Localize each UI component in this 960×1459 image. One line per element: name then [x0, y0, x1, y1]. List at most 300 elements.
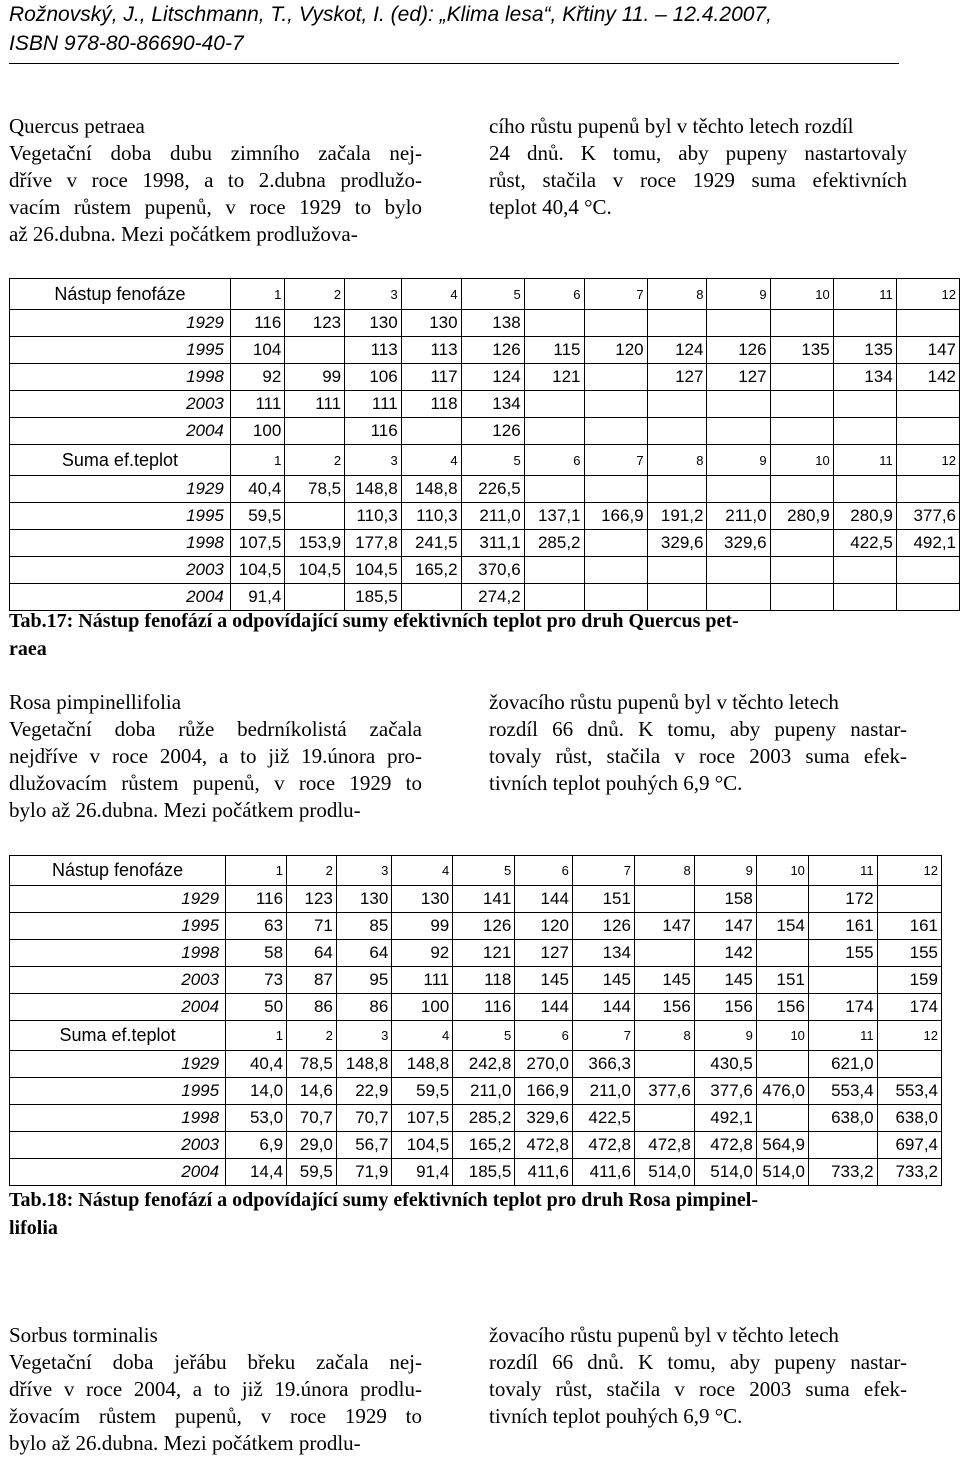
text-line: cího růstu pupenů byl v těchto letech rozdíl: [489, 114, 854, 138]
column-header: 4: [392, 1021, 453, 1051]
value-cell: 92: [230, 364, 284, 391]
value-cell: 64: [287, 940, 337, 967]
column-header: 11: [833, 445, 896, 476]
year-cell: 2003: [10, 391, 231, 418]
column-header: 1: [226, 1021, 287, 1051]
value-cell: 147: [634, 913, 694, 940]
value-cell: 104: [230, 337, 284, 364]
value-cell: 116: [226, 886, 287, 913]
value-cell: 153,9: [285, 530, 345, 557]
table-17-caption: [9, 607, 909, 663]
column-header: 7: [584, 279, 647, 310]
value-cell: 99: [392, 913, 453, 940]
value-cell: 134: [461, 391, 524, 418]
value-cell: 161: [808, 913, 877, 940]
text-line: tovaly růst, stačila v roce 2003 suma efek-: [489, 1377, 907, 1401]
column-header: 1: [230, 445, 284, 476]
table-row: [10, 1051, 942, 1078]
value-cell: 142: [896, 364, 959, 391]
column-header: 8: [634, 1021, 694, 1051]
table-row: [10, 364, 960, 391]
header-divider: [9, 63, 899, 64]
value-cell: 185,5: [453, 1159, 515, 1186]
column-header: 6: [515, 856, 573, 886]
value-cell: 733,2: [877, 1159, 941, 1186]
value-cell: 472,8: [515, 1132, 573, 1159]
text-line: dříve v roce 1998, a to 2.dubna prodlužo-: [9, 168, 422, 192]
quercus-phenophase-table: [9, 278, 960, 611]
value-cell: 285,2: [453, 1105, 515, 1132]
value-cell: 99: [285, 364, 345, 391]
column-header: 7: [584, 445, 647, 476]
value-cell: 58: [226, 940, 287, 967]
table-row: [10, 994, 942, 1021]
value-cell: [808, 967, 877, 994]
value-cell: 733,2: [808, 1159, 877, 1186]
year-cell: 1929: [10, 886, 226, 913]
row-header-label: Suma ef.teplot: [10, 445, 231, 476]
value-cell: 472,8: [634, 1132, 694, 1159]
value-cell: [808, 1132, 877, 1159]
value-cell: 130: [401, 310, 461, 337]
caption-line: raea: [9, 638, 47, 660]
row-header-label: Suma ef.teplot: [10, 1021, 226, 1051]
year-cell: 2003: [10, 967, 226, 994]
value-cell: 430,5: [694, 1051, 756, 1078]
column-header: 2: [285, 279, 345, 310]
value-cell: 130: [336, 886, 391, 913]
table-row: [10, 1159, 942, 1186]
value-cell: 158: [694, 886, 756, 913]
value-cell: [285, 337, 345, 364]
header-isbn: ISBN 978-80-86690-40-7: [9, 32, 244, 55]
value-cell: 366,3: [572, 1051, 634, 1078]
value-cell: 127: [647, 364, 707, 391]
table-row: [10, 310, 960, 337]
value-cell: 553,4: [877, 1078, 941, 1105]
value-cell: 280,9: [770, 503, 833, 530]
value-cell: 126: [461, 418, 524, 445]
value-cell: [770, 310, 833, 337]
value-cell: 113: [401, 337, 461, 364]
value-cell: [647, 391, 707, 418]
value-cell: 126: [461, 337, 524, 364]
value-cell: 274,2: [461, 584, 524, 611]
column-header: 5: [453, 1021, 515, 1051]
column-header: 5: [461, 445, 524, 476]
value-cell: 174: [877, 994, 941, 1021]
value-cell: 22,9: [336, 1078, 391, 1105]
value-cell: 144: [515, 886, 573, 913]
value-cell: 422,5: [572, 1105, 634, 1132]
value-cell: 92: [392, 940, 453, 967]
column-header: 2: [287, 856, 337, 886]
column-header: 1: [226, 856, 287, 886]
year-cell: 2003: [10, 557, 231, 584]
value-cell: 377,6: [694, 1078, 756, 1105]
column-header: 9: [694, 1021, 756, 1051]
column-header: 12: [877, 856, 941, 886]
value-cell: [285, 418, 345, 445]
value-cell: [634, 1051, 694, 1078]
year-cell: 1929: [10, 1051, 226, 1078]
value-cell: 211,0: [461, 503, 524, 530]
value-cell: 411,6: [572, 1159, 634, 1186]
value-cell: 148,8: [336, 1051, 391, 1078]
value-cell: 91,4: [230, 584, 284, 611]
value-cell: [896, 310, 959, 337]
column-header: 8: [647, 445, 707, 476]
value-cell: 50: [226, 994, 287, 1021]
value-cell: 71: [287, 913, 337, 940]
table-row: [10, 557, 960, 584]
page-header: [9, 0, 899, 58]
value-cell: [524, 418, 584, 445]
column-header: 7: [572, 856, 634, 886]
value-cell: 86: [336, 994, 391, 1021]
column-header: 10: [770, 445, 833, 476]
text-line: teplot 40,4 °C.: [489, 195, 612, 219]
value-cell: [401, 418, 461, 445]
value-cell: 166,9: [584, 503, 647, 530]
value-cell: 211,0: [453, 1078, 515, 1105]
value-cell: 130: [345, 310, 402, 337]
value-cell: 117: [401, 364, 461, 391]
value-cell: 111: [345, 391, 402, 418]
value-cell: 111: [285, 391, 345, 418]
text-line: tovaly růst, stačila v roce 2003 suma efek-: [489, 744, 907, 768]
value-cell: 40,4: [226, 1051, 287, 1078]
value-cell: 165,2: [453, 1132, 515, 1159]
year-cell: 1995: [10, 913, 226, 940]
column-header: 6: [524, 279, 584, 310]
column-header: 3: [345, 279, 402, 310]
value-cell: 121: [524, 364, 584, 391]
year-cell: 2003: [10, 1132, 226, 1159]
value-cell: 621,0: [808, 1051, 877, 1078]
value-cell: 118: [453, 967, 515, 994]
value-cell: 422,5: [833, 530, 896, 557]
column-header: 2: [287, 1021, 337, 1051]
text-line: Vegetační doba dubu zimního začala nej-: [9, 141, 422, 165]
value-cell: 104,5: [230, 557, 284, 584]
text-line: bylo až 26.dubna. Mezi počátkem prodlu-: [9, 1431, 361, 1455]
value-cell: 166,9: [515, 1078, 573, 1105]
value-cell: 118: [401, 391, 461, 418]
value-cell: [770, 418, 833, 445]
value-cell: 311,1: [461, 530, 524, 557]
value-cell: [524, 476, 584, 503]
header-citation: Rožnovský, J., Litschmann, T., Vyskot, I. (ed): „Klima lesa“, Křtiny 11. – 12.4.2007,: [9, 3, 772, 26]
value-cell: 59,5: [287, 1159, 337, 1186]
value-cell: 104,5: [392, 1132, 453, 1159]
value-cell: 156: [694, 994, 756, 1021]
value-cell: 564,9: [756, 1132, 808, 1159]
table-row: [10, 337, 960, 364]
text-line: vacím růstem pupenů, v roce 1929 to bylo: [9, 195, 422, 219]
caption-line: Tab.18: Nástup fenofází a odpovídající sumy efektivních teplot pro druh Rosa pimpinel-: [9, 1189, 758, 1211]
value-cell: 472,8: [694, 1132, 756, 1159]
value-cell: 697,4: [877, 1132, 941, 1159]
value-cell: 151: [756, 967, 808, 994]
text-line: tivních teplot pouhých 6,9 °C.: [489, 1404, 743, 1428]
value-cell: 476,0: [756, 1078, 808, 1105]
value-cell: [756, 1105, 808, 1132]
value-cell: 120: [584, 337, 647, 364]
value-cell: 124: [461, 364, 524, 391]
value-cell: 87: [287, 967, 337, 994]
value-cell: 155: [808, 940, 877, 967]
value-cell: 134: [572, 940, 634, 967]
value-cell: 73: [226, 967, 287, 994]
value-cell: 14,4: [226, 1159, 287, 1186]
value-cell: 172: [808, 886, 877, 913]
value-cell: 280,9: [833, 503, 896, 530]
text-line: Rosa pimpinellifolia: [9, 690, 182, 714]
value-cell: 377,6: [896, 503, 959, 530]
column-header: 6: [524, 445, 584, 476]
value-cell: 126: [453, 913, 515, 940]
phenophase-header-row: [10, 279, 960, 310]
value-cell: 492,1: [896, 530, 959, 557]
column-header: 5: [461, 279, 524, 310]
table-row: [10, 913, 942, 940]
value-cell: 154: [756, 913, 808, 940]
text-line: Sorbus torminalis: [9, 1323, 158, 1347]
column-header: 10: [756, 1021, 808, 1051]
value-cell: [770, 391, 833, 418]
column-header: 4: [392, 856, 453, 886]
year-cell: 2004: [10, 994, 226, 1021]
column-header: 12: [877, 1021, 941, 1051]
value-cell: [584, 310, 647, 337]
value-cell: 226,5: [461, 476, 524, 503]
value-cell: [770, 364, 833, 391]
value-cell: 329,6: [647, 530, 707, 557]
value-cell: 148,8: [401, 476, 461, 503]
table-row: [10, 886, 942, 913]
column-header: 8: [634, 856, 694, 886]
value-cell: [647, 557, 707, 584]
caption-line: Tab.17: Nástup fenofází a odpovídající sumy efektivních teplot pro druh Quercus pet-: [9, 610, 739, 632]
value-cell: 177,8: [345, 530, 402, 557]
sorbus-text-right: [489, 1322, 907, 1430]
table-row: [10, 476, 960, 503]
value-cell: 104,5: [285, 557, 345, 584]
value-cell: [584, 391, 647, 418]
column-header: 11: [833, 279, 896, 310]
year-cell: 1995: [10, 1078, 226, 1105]
value-cell: 411,6: [515, 1159, 573, 1186]
value-cell: [584, 476, 647, 503]
text-line: Vegetační doba jeřábu břeku začala nej-: [9, 1350, 422, 1374]
value-cell: 174: [808, 994, 877, 1021]
row-header-label: Nástup fenofáze: [10, 279, 231, 310]
value-cell: [707, 310, 770, 337]
table-row: [10, 967, 942, 994]
value-cell: 71,9: [336, 1159, 391, 1186]
value-cell: 123: [285, 310, 345, 337]
value-cell: 155: [877, 940, 941, 967]
value-cell: 130: [392, 886, 453, 913]
year-cell: 1998: [10, 364, 231, 391]
value-cell: 63: [226, 913, 287, 940]
value-cell: 145: [694, 967, 756, 994]
value-cell: [756, 1051, 808, 1078]
value-cell: 145: [634, 967, 694, 994]
column-header: 9: [707, 279, 770, 310]
value-cell: 142: [694, 940, 756, 967]
value-cell: 270,0: [515, 1051, 573, 1078]
value-cell: [770, 476, 833, 503]
rosa-phenophase-table: [9, 855, 942, 1186]
temperature-header-row: [10, 1021, 942, 1051]
value-cell: 123: [287, 886, 337, 913]
value-cell: [584, 557, 647, 584]
column-header: 5: [453, 856, 515, 886]
value-cell: 106: [345, 364, 402, 391]
column-header: 3: [336, 1021, 391, 1051]
column-header: 11: [808, 1021, 877, 1051]
value-cell: 116: [230, 310, 284, 337]
value-cell: [584, 418, 647, 445]
phenophase-header-row: [10, 856, 942, 886]
table-row: [10, 1105, 942, 1132]
value-cell: 514,0: [694, 1159, 756, 1186]
value-cell: 126: [572, 913, 634, 940]
value-cell: 147: [896, 337, 959, 364]
value-cell: 141: [453, 886, 515, 913]
value-cell: 472,8: [572, 1132, 634, 1159]
value-cell: 241,5: [401, 530, 461, 557]
value-cell: 100: [392, 994, 453, 1021]
value-cell: [833, 418, 896, 445]
column-header: 8: [647, 279, 707, 310]
value-cell: 113: [345, 337, 402, 364]
year-cell: 1998: [10, 1105, 226, 1132]
value-cell: 56,7: [336, 1132, 391, 1159]
value-cell: 127: [707, 364, 770, 391]
value-cell: [707, 557, 770, 584]
value-cell: [770, 557, 833, 584]
value-cell: 64: [336, 940, 391, 967]
year-cell: 1998: [10, 940, 226, 967]
year-cell: 1929: [10, 310, 231, 337]
value-cell: 135: [833, 337, 896, 364]
value-cell: 70,7: [287, 1105, 337, 1132]
value-cell: 165,2: [401, 557, 461, 584]
value-cell: 514,0: [756, 1159, 808, 1186]
value-cell: [770, 530, 833, 557]
value-cell: 135: [770, 337, 833, 364]
value-cell: [524, 310, 584, 337]
value-cell: [584, 530, 647, 557]
value-cell: [524, 391, 584, 418]
value-cell: 127: [515, 940, 573, 967]
value-cell: 144: [572, 994, 634, 1021]
value-cell: 111: [230, 391, 284, 418]
text-line: dlužovacím růstem pupenů, v roce 1929 to: [9, 771, 422, 795]
value-cell: 377,6: [634, 1078, 694, 1105]
value-cell: [524, 557, 584, 584]
value-cell: 14,0: [226, 1078, 287, 1105]
value-cell: 159: [877, 967, 941, 994]
value-cell: 59,5: [392, 1078, 453, 1105]
value-cell: [833, 476, 896, 503]
value-cell: 86: [287, 994, 337, 1021]
value-cell: [707, 418, 770, 445]
column-header: 9: [694, 856, 756, 886]
value-cell: 147: [694, 913, 756, 940]
value-cell: 156: [634, 994, 694, 1021]
text-line: Quercus petraea: [9, 114, 145, 138]
rosa-text-left: [9, 689, 422, 824]
text-line: žovacího růstu pupenů byl v těchto letech: [489, 690, 839, 714]
column-header: 12: [896, 445, 959, 476]
column-header: 10: [770, 279, 833, 310]
text-line: žovacím růstem pupenů, v roce 1929 to: [9, 1404, 422, 1428]
value-cell: 492,1: [694, 1105, 756, 1132]
value-cell: 161: [877, 913, 941, 940]
column-header: 6: [515, 1021, 573, 1051]
value-cell: 148,8: [345, 476, 402, 503]
value-cell: 185,5: [345, 584, 402, 611]
column-header: 4: [401, 445, 461, 476]
value-cell: 137,1: [524, 503, 584, 530]
value-cell: [707, 476, 770, 503]
value-cell: 121: [453, 940, 515, 967]
column-header: 11: [808, 856, 877, 886]
table-18-caption: [9, 1186, 909, 1242]
value-cell: 138: [461, 310, 524, 337]
year-cell: 1995: [10, 503, 231, 530]
table-row: [10, 418, 960, 445]
value-cell: [647, 418, 707, 445]
value-cell: 211,0: [572, 1078, 634, 1105]
column-header: 4: [401, 279, 461, 310]
value-cell: [634, 886, 694, 913]
value-cell: [833, 310, 896, 337]
value-cell: 148,8: [392, 1051, 453, 1078]
text-line: růst, stačila v roce 1929 suma efektivních: [489, 168, 907, 192]
value-cell: [756, 940, 808, 967]
text-line: rozdíl 66 dnů. K tomu, aby pupeny nastar-: [489, 1350, 907, 1374]
value-cell: [647, 310, 707, 337]
text-line: žovacího růstu pupenů byl v těchto letech: [489, 1323, 839, 1347]
year-cell: 1998: [10, 530, 231, 557]
value-cell: 116: [453, 994, 515, 1021]
value-cell: [896, 418, 959, 445]
value-cell: [833, 557, 896, 584]
value-cell: [634, 940, 694, 967]
value-cell: [877, 1051, 941, 1078]
table-row: [10, 940, 942, 967]
value-cell: [833, 391, 896, 418]
value-cell: [756, 886, 808, 913]
value-cell: 124: [647, 337, 707, 364]
value-cell: 59,5: [230, 503, 284, 530]
value-cell: [896, 476, 959, 503]
value-cell: 329,6: [515, 1105, 573, 1132]
value-cell: 116: [345, 418, 402, 445]
value-cell: [285, 503, 345, 530]
value-cell: 370,6: [461, 557, 524, 584]
value-cell: 104,5: [345, 557, 402, 584]
value-cell: 95: [336, 967, 391, 994]
text-line: rozdíl 66 dnů. K tomu, aby pupeny nastar-: [489, 717, 907, 741]
value-cell: 553,4: [808, 1078, 877, 1105]
column-header: 1: [230, 279, 284, 310]
